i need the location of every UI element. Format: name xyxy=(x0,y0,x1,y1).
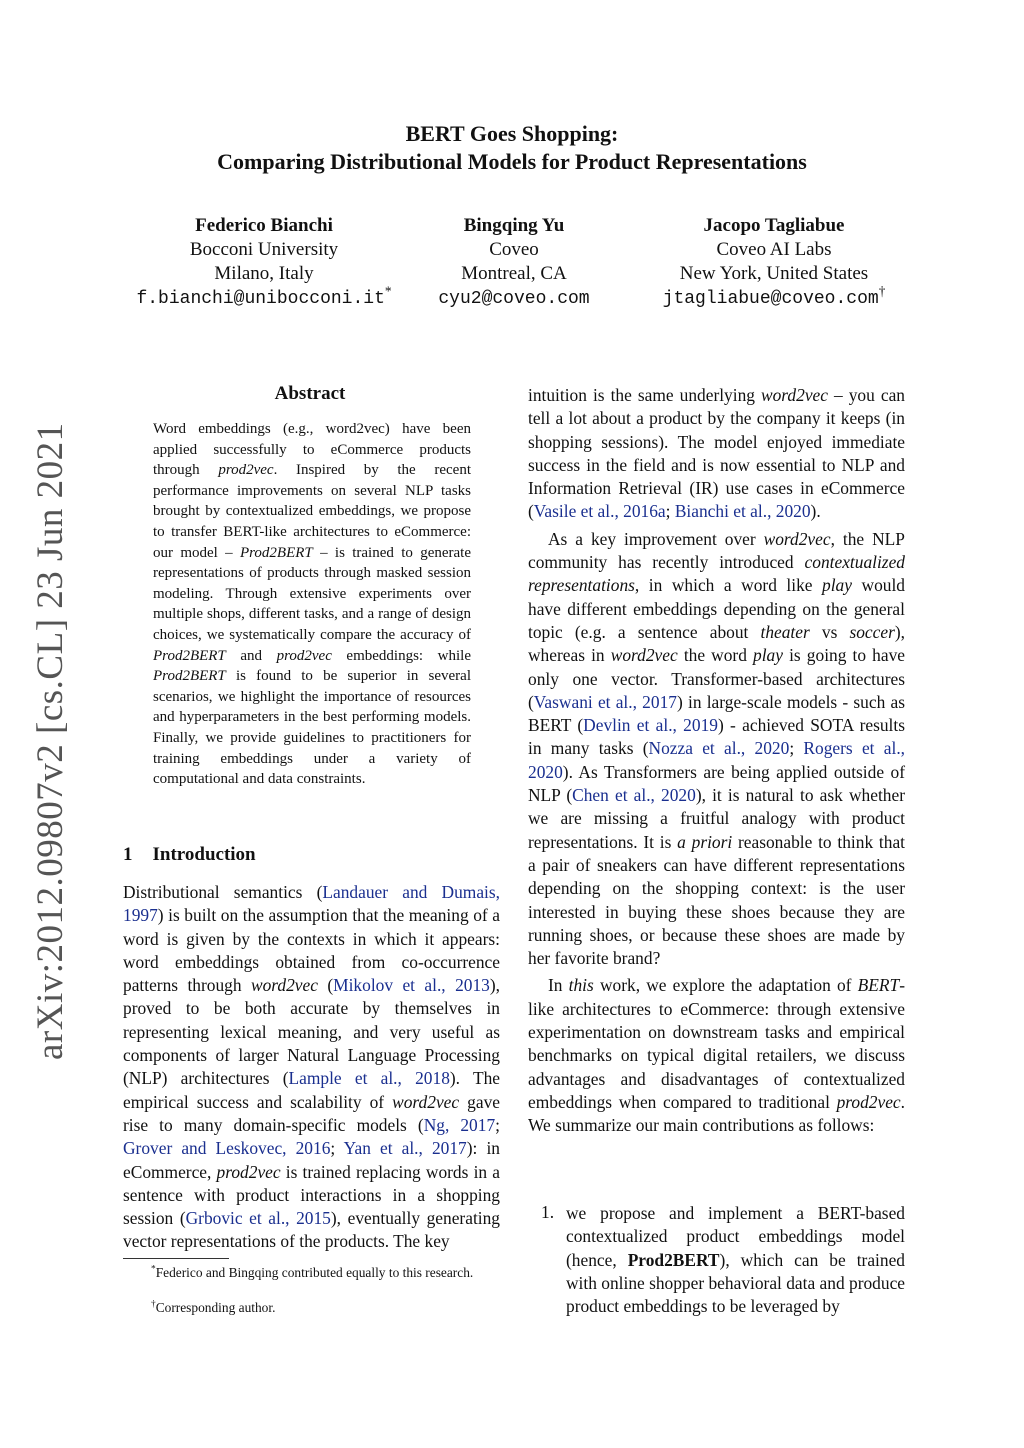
citation-link[interactable]: Landauer and Dumais, 1997 xyxy=(123,882,500,926)
citation-link[interactable]: Vaswani et al., 2017 xyxy=(533,691,677,712)
author-email[interactable]: cyu2@coveo.com xyxy=(438,289,590,309)
citation-link[interactable]: Grover and Leskovec, 2016 xyxy=(123,1138,331,1159)
intro-paragraph-right-1: intuition is the same underlying word2vec – you can tell a lot about a product by the company it keeps (in shopping sessions). The model enjoyed immediate success in the field and is now essential to NLP and Information Retrieval (IR) use cases in eCommerce (Vasile et al., 2016a; Bianchi et al., 2020). xyxy=(528,385,905,522)
author-block-1 xyxy=(100,214,428,311)
intro-paragraph-right-2: As a key improvement over word2vec, the NLP community has recently introduced contextualized representations, in which a word like play would have different embeddings depending on the general topic (e.g. a sentence about theater vs soccer), whereas in word2vec the word play is going to have only one vector. Transformer-based architectures (Vaswani et al., 2017) in large-scale models - such as BERT (Devlin et al., 2019) - achieved SOTA results in many tasks (Nozza et al., 2020; Rogers et al., 2020). As Transformers are being applied outside of NLP (Chen et al., 2020), it is natural to ask whether we are missing a fruitful analogy with product representations. It is a priori reasonable to think that a pair of sneakers can have different representations depending on the shopping context: is the user interested in buying these shoes because they are running shoes, or because these shoes are made by her favorite brand? xyxy=(528,528,906,969)
citation-link[interactable]: Grbovic et al., 2015 xyxy=(185,1208,331,1229)
footnote-mark: † xyxy=(878,283,886,299)
footnote-divider xyxy=(123,1258,229,1259)
citation-link[interactable]: Lample et al., 2018 xyxy=(288,1068,450,1089)
author-location: Montreal, CA xyxy=(461,263,567,284)
footnote-mark: * xyxy=(384,283,392,299)
intro-paragraph-left: Distributional semantics (Landauer and Dumais, 1997) is built on the assumption that the meaning of a word is given by the contexts in which it appears: word embeddings obtained from co-occurrence patterns through word2vec (Mikolov et al., 2013), proved to be both accurate by themselves in representing lexical meaning, and very useful as components of larger Natural Language Processing (NLP) architectures (Lample et al., 2018). The empirical success and scalability of word2vec gave rise to many domain-specific models (Ng, 2017; Grover and Leskovec, 2016; Yan et al., 2017): in eCommerce, prod2vec is trained replacing words in a sentence with product interactions in a shopping session (Grbovic et al., 2015), eventually generating vector representations of the products. The key xyxy=(123,882,500,1252)
author-email[interactable]: f.bianchi@unibocconi.it xyxy=(136,289,385,309)
paper-title xyxy=(0,120,1024,176)
author-name: Bingqing Yu xyxy=(463,215,565,236)
citation-link[interactable]: Yan et al., 2017 xyxy=(343,1138,467,1159)
author-name: Jacopo Tagliabue xyxy=(703,215,845,236)
author-affiliation: Coveo AI Labs xyxy=(716,239,832,260)
author-block-3 xyxy=(636,214,912,311)
author-location: Milano, Italy xyxy=(214,263,314,284)
author-affiliation: Bocconi University xyxy=(189,239,339,260)
intro-column-right xyxy=(528,384,905,1138)
author-name: Federico Bianchi xyxy=(195,215,333,236)
title-line-2: Comparing Distributional Models for Product Representations xyxy=(217,149,807,174)
intro-paragraph-right-3: In this work, we explore the adaptation of BERT-like architectures to eCommerce: through extensive experimentation on downstream tasks and empirical benchmarks on typical digital retailers, we discuss advantages and disadvantages of contextualized embeddings when compared to traditional prod2vec. We summarize our main contributions as follows: xyxy=(528,975,905,1136)
contribution-list-item: we propose and implement a BERT-based contextualized product embeddings model (hence, Prod2BERT), which can be trained with online shopper behavioral data and produce product embeddings to be leveraged by xyxy=(566,1203,906,1317)
citation-link[interactable]: Vasile et al., 2016a xyxy=(533,501,666,522)
citation-link[interactable]: Nozza et al., 2020 xyxy=(648,738,790,759)
citation-link[interactable]: Ng, 2017 xyxy=(423,1114,496,1135)
citation-link[interactable]: Devlin et al., 2019 xyxy=(583,715,718,736)
list-item-number: 1. xyxy=(541,1202,555,1222)
footnote-2: †Corresponding author. xyxy=(151,1299,276,1315)
author-location: New York, United States xyxy=(679,263,869,284)
citation-link[interactable]: Rogers et al., 2020 xyxy=(528,738,906,782)
citation-link[interactable]: Bianchi et al., 2020 xyxy=(674,501,811,522)
author-email[interactable]: jtagliabue@coveo.com xyxy=(662,289,879,309)
abstract-heading: Abstract xyxy=(274,383,346,404)
section-heading-introduction: 1 Introduction xyxy=(123,844,256,865)
citation-link[interactable]: Mikolov et al., 2013 xyxy=(333,975,490,996)
author-block-2 xyxy=(414,214,614,311)
arxiv-identifier: arXiv:2012.09807v2 [cs.CL] 23 Jun 2021 xyxy=(30,422,71,1060)
title-line-1: BERT Goes Shopping: xyxy=(405,121,619,146)
footnote-1: *Federico and Bingqing contributed equally to this research. xyxy=(151,1264,474,1280)
abstract-text: Word embeddings (e.g., word2vec) have been applied successfully to eCommerce products through prod2vec. Inspired by the recent performance improvements on several NLP tasks brought by contextualized embeddings, we propose to transfer BERT-like architectures to eCommerce: our model – Prod2BERT – is trained to generate representations of products through masked session modeling. Through extensive experiments over multiple shops, different tasks, and a range of design choices, we systematically compare the accuracy of Prod2BERT and prod2vec embeddings: while Prod2BERT is found to be superior in several scenarios, we highlight the importance of resources and hyperparameters in the best performing models. Finally, we provide guidelines to practitioners for training embeddings under a variety of computational and data constraints. xyxy=(153,421,471,788)
citation-link[interactable]: Chen et al., 2020 xyxy=(572,785,696,806)
author-affiliation: Coveo xyxy=(489,239,539,260)
